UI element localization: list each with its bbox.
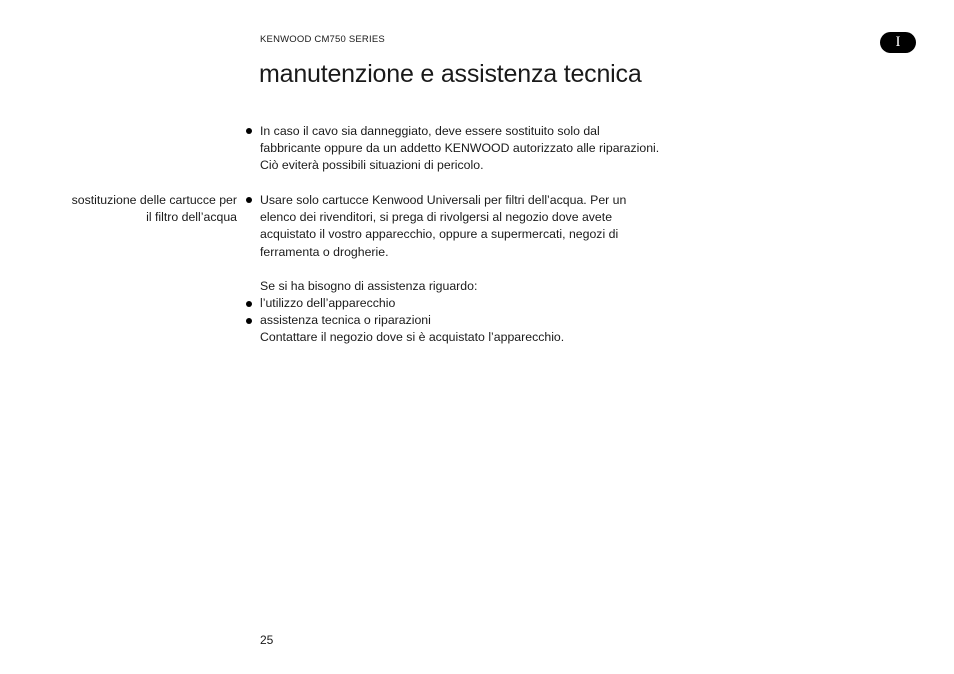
closing-instruction: Contattare il negozio dove si è acquistato l’apparecchio. bbox=[260, 330, 565, 344]
paragraph-line: Ciò eviterà possibili situazioni di pericolo. bbox=[260, 158, 484, 173]
paragraph-line: In caso il cavo sia danneggiato, deve essere sostituito solo dal bbox=[260, 124, 600, 138]
paragraph-line: Usare solo cartucce Kenwood Universali per filtri dell’acqua. Per un bbox=[260, 193, 627, 207]
side-label-line: sostituzione delle cartucce per bbox=[71, 193, 237, 207]
assistance-intro: Se si ha bisogno di assistenza riguardo: bbox=[260, 279, 478, 293]
paragraph-line: fabbricante oppure da un addetto KENWOOD autorizzato alle riparazioni. bbox=[260, 141, 660, 156]
page-number: 25 bbox=[260, 633, 274, 647]
bullet-icon bbox=[246, 301, 252, 307]
bullet-icon bbox=[246, 318, 252, 324]
series-header: KENWOOD CM750 SERIES bbox=[260, 34, 385, 45]
list-item: l’utilizzo dell’apparecchio bbox=[260, 296, 396, 310]
side-label-filter-cartridge bbox=[72, 192, 237, 226]
language-badge: I bbox=[880, 32, 916, 53]
paragraph-line: acquistato il vostro apparecchio, oppure a supermercati, negozi di bbox=[260, 227, 619, 242]
side-label-line: il filtro dell’acqua bbox=[146, 210, 237, 224]
cartridge-paragraph bbox=[260, 192, 626, 261]
cable-damage-paragraph bbox=[260, 123, 659, 175]
bullet-icon bbox=[246, 197, 252, 203]
paragraph-line: elenco dei rivenditori, si prega di rivolgersi al negozio dove avete bbox=[260, 210, 613, 225]
page-title: manutenzione e assistenza tecnica bbox=[259, 60, 642, 88]
list-item: assistenza tecnica o riparazioni bbox=[260, 313, 431, 327]
paragraph-line: ferramenta o drogherie. bbox=[260, 244, 389, 259]
bullet-icon bbox=[246, 128, 252, 134]
